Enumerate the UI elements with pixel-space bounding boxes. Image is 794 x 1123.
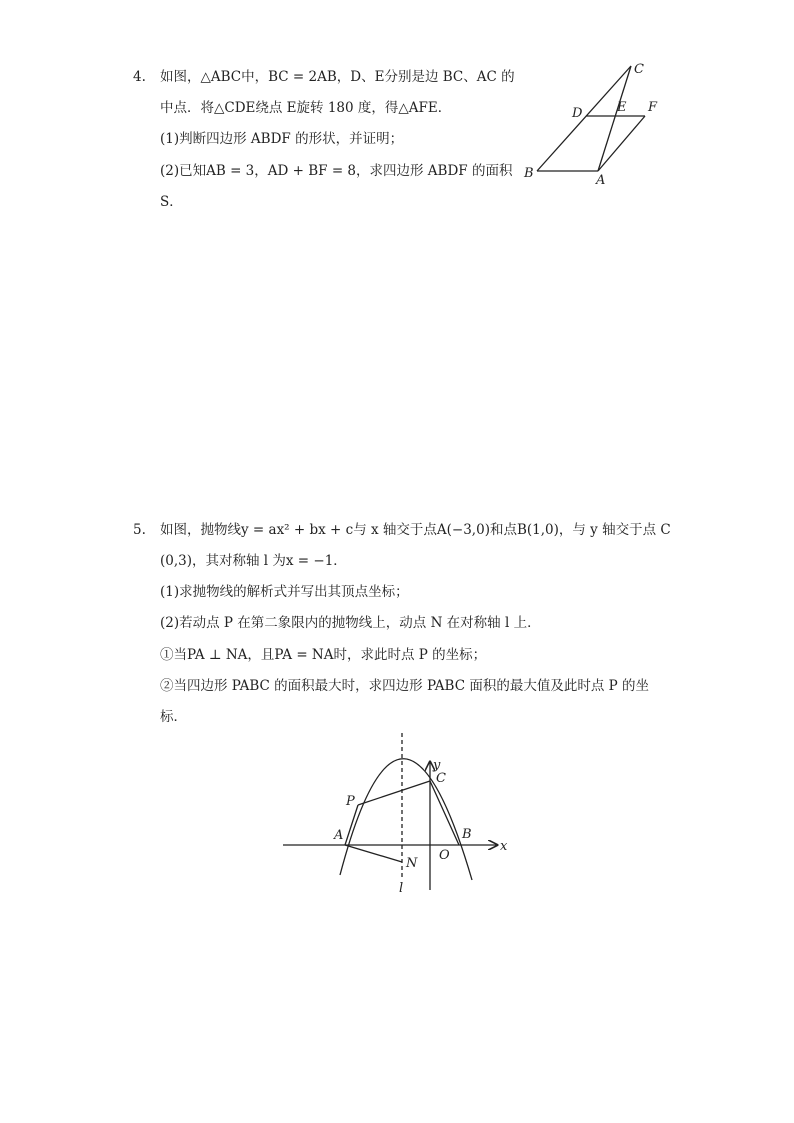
q5-segment-pa	[345, 805, 358, 845]
q5-text-line-3: (1)求抛物线的解析式并写出其顶点坐标；	[160, 584, 409, 600]
q5-number: 5.	[133, 522, 146, 538]
q5-label-b: B	[462, 827, 472, 842]
q4-text-line-4: (2)已知AB = 3，AD + BF = 8，求四边形 ABDF 的面积	[160, 163, 513, 179]
q4-label-b: B	[524, 166, 534, 181]
q4-segment-bc	[537, 66, 631, 171]
q4-text-line-2: 中点．将△CDE绕点 E旋转 180 度，得△AFE．	[160, 100, 452, 116]
q4-label-c: C	[634, 62, 644, 77]
q5-segment-an	[345, 845, 402, 862]
q5-text-line-5: ①当PA ⊥ NA，且PA = NA时，求此时点 P 的坐标；	[160, 647, 487, 663]
q5-text-line-1: 如图，抛物线y = ax² + bx + c与 x 轴交于点A(−3,0)和点B(1,0)，与 y 轴交于点 C	[160, 522, 671, 538]
q5-label-x: x	[500, 839, 508, 854]
q5-label-a: A	[334, 828, 344, 843]
q5-text-line-6: ②当四边形 PABC 的面积最大时，求四边形 PABC 面积的最大值及此时点 P 的坐	[160, 678, 650, 694]
q4-text-line-1: 如图，△ABC中，BC = 2AB，D、E分别是边 BC、AC 的	[160, 69, 515, 85]
q5-parabola-figure	[275, 725, 515, 900]
q4-segment-ac	[598, 66, 631, 171]
q5-segment-cb	[430, 781, 459, 845]
q4-label-f: F	[648, 100, 658, 115]
q5-text-line-7: 标．	[160, 709, 187, 725]
q4-segment-fa	[598, 116, 645, 171]
q5-text-line-2: (0,3)，其对称轴 l 为x = −1．	[160, 553, 347, 569]
q5-text-line-4: (2)若动点 P 在第二象限内的抛物线上，动点 N 在对称轴 l 上．	[160, 615, 541, 631]
q5-label-o: O	[439, 848, 450, 863]
q4-text-line-5: S．	[160, 194, 183, 210]
q4-label-d: D	[572, 106, 583, 121]
q5-label-n: N	[406, 856, 418, 871]
q5-label-c: C	[436, 771, 446, 786]
q4-parallelogram-figure	[515, 55, 675, 190]
q4-label-e: E	[617, 100, 627, 115]
q5-label-y: y	[433, 758, 441, 773]
q4-text-line-3: (1)判断四边形 ABDF 的形状，并证明；	[160, 131, 404, 147]
q4-label-a: A	[596, 173, 606, 188]
q5-label-l: l	[399, 881, 404, 896]
q4-number: 4.	[133, 69, 146, 85]
q5-label-p: P	[346, 794, 355, 809]
